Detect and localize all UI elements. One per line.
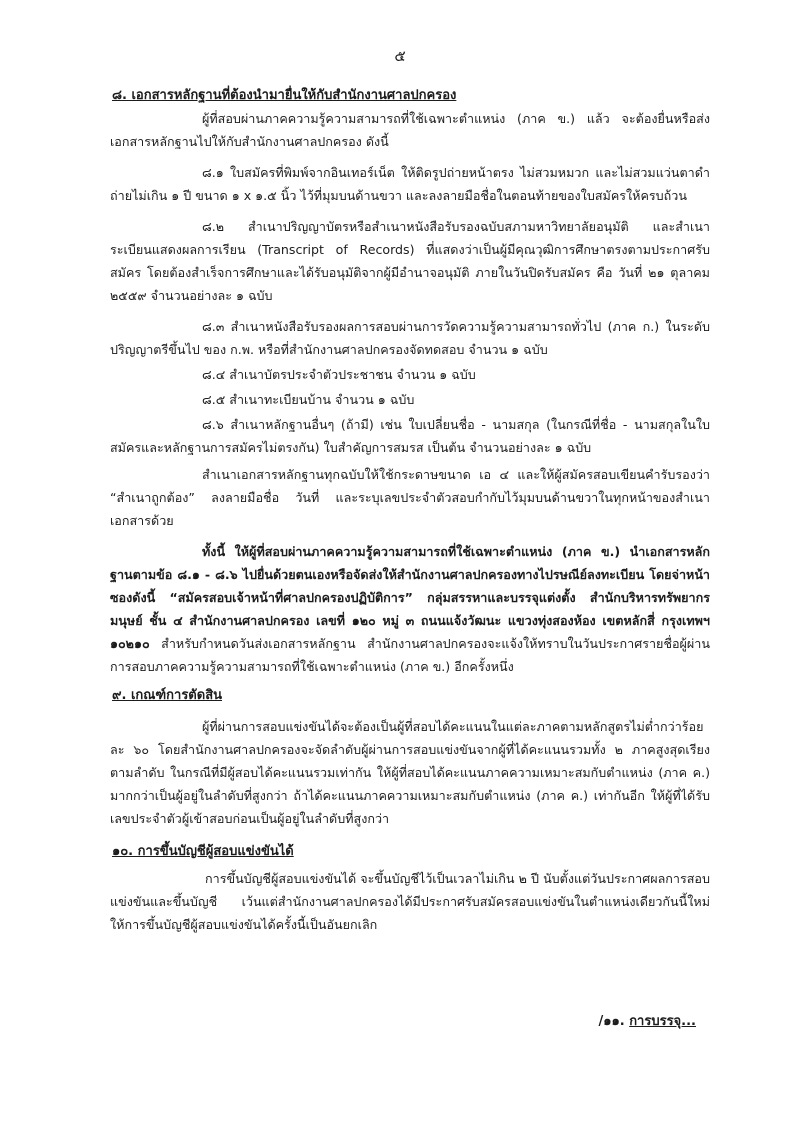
section-9-heading: ๙. เกณฑ์การตัดสิน	[112, 688, 223, 703]
item-8-1: ๘.๑ ใบสมัครที่พิมพ์จากอินเทอร์เน็ต ให้ติดรูปถ่ายหน้าตรง ไม่สวมหมวก และไม่สวมแว่นตาดำ ถ่ายไม่เกิน ๑ ปี ขนาด ๑ x ๑.๕ นิ้ว ไว้ที่มุมบนด้านขวา และลงลายมือชื่อในตอนท้ายของใบสมัครให้ครบถ้วน	[110, 165, 710, 203]
item-8-4: ๘.๔ สำเนาบัตรประจำตัวประชาชน จำนวน ๑ ฉบับ	[202, 367, 476, 382]
submission-address-bold: ทั้งนี้ ให้ผู้ที่สอบผ่านภาคความรู้ความสามารถที่ใช้เฉพาะตำแหน่ง (ภาค ข.) นำเอกสารหลักฐานตามข้อ ๘.๑ - ๘.๖ ไปยื่นด้วยตนเองหรือจัดส่งให้สำนักงานศาลปกครองทางไปรษณีย์ลงทะเบียน โดยจ่าหน้าซองดังนี้ “สมัครสอบเจ้าหน้าที่ศาลปกครองปฏิบัติการ” กลุ่มสรรหาและบรรจุแต่งตั้ง สำนักบริหารทรัพยากรมนุษย์ ชั้น ๔ สำนักงานศาลปกครอง เลขที่ ๑๒๐ หมู่ ๓ ถนนแจ้งวัฒนะ แขวงทุ่งสองห้อง เขตหลักสี่ กรุงเทพฯ ๑๐๒๑๐	[110, 544, 710, 651]
section-9	[110, 684, 710, 830]
section-8	[110, 84, 710, 678]
section-10-heading: ๑๐. การขึ้นบัญชีผู้สอบแข่งขันได้	[112, 844, 294, 859]
continuation-next-heading: การบรรจุ...	[629, 1014, 696, 1029]
item-8-5: ๘.๕ สำเนาทะเบียนบ้าน จำนวน ๑ ฉบับ	[202, 392, 415, 407]
item-8-3: ๘.๓ สำเนาหนังสือรับรองผลการสอบผ่านการวัดความรู้ความสามารถทั่วไป (ภาค ก.) ในระดับปริญญาตรีขึ้นไป ของ ก.พ. หรือที่สำนักงานศาลปกครองจัดทดสอบ จำนวน ๑ ฉบับ	[110, 319, 710, 357]
continuation-prefix: /๑๑.	[598, 1014, 630, 1029]
section-10	[110, 840, 710, 936]
next-page-continuation	[598, 1010, 696, 1031]
section-8-intro: ผู้ที่สอบผ่านภาคความรู้ความสามารถที่ใช้เฉพาะตำแหน่ง (ภาค ข.) แล้ว จะต้องยื่นหรือส่งเอกสารหลักฐานไปให้กับสำนักงานศาลปกครอง ดังนี้	[110, 111, 710, 149]
copy-certification-note: สำเนาเอกสารหลักฐานทุกฉบับให้ใช้กระดาษขนาด เอ ๔ และให้ผู้สมัครสอบเขียนคำรับรองว่า “สำเนาถูกต้อง” ลงลายมือชื่อ วันที่ และระบุเลขประจำตัวสอบกำกับไว้มุมบนด้านขวาในทุกหน้าของสำเนาเอกสารด้วย	[110, 467, 710, 528]
item-8-6: ๘.๖ สำเนาหลักฐานอื่นๆ (ถ้ามี) เช่น ใบเปลี่ยนชื่อ - นามสกุล (ในกรณีที่ชื่อ - นามสกุลในใบสมัครและหลักฐานการสมัครไม่ตรงกัน) ใบสำคัญการสมรส เป็นต้น จำนวนอย่างละ ๑ ฉบับ	[110, 417, 710, 455]
submission-instructions	[110, 540, 710, 678]
section-10-body: การขึ้นบัญชีผู้สอบแข่งขันได้ จะขึ้นบัญชีไว้เป็นเวลาไม่เกิน ๒ ปี นับตั้งแต่วันประกาศผลการสอบแข่งขันและขึ้นบัญชี เว้นแต่สำนักงานศาลปกครองได้มีประกาศรับสมัครสอบแข่งขันในตำแหน่งเดียวกันนี้ใหม่ ให้การขึ้นบัญชีผู้สอบแข่งขันได้ครั้งนี้เป็นอันยกเลิก	[110, 871, 710, 932]
section-9-body: ผู้ที่ผ่านการสอบแข่งขันได้จะต้องเป็นผู้ที่สอบได้คะแนนในแต่ละภาคตามหลักสูตรไม่ต่ำกว่าร้อยละ ๖๐ โดยสำนักงานศาลปกครองจะจัดลำดับผู้ผ่านการสอบแข่งขันจากผู้ที่ได้คะแนนรวมทั้ง ๒ ภาคสูงสุดเรียงตามลำดับ ในกรณีที่มีผู้สอบได้คะแนนรวมเท่ากัน ให้ผู้ที่สอบได้คะแนนภาคความเหมาะสมกับตำแหน่ง (ภาค ค.) มากกว่าเป็นผู้อยู่ในลำดับที่สูงกว่า ถ้าได้คะแนนภาคความเหมาะสมกับตำแหน่ง (ภาค ค.) เท่ากันอีก ให้ผู้ที่ได้รับเลขประจำตัวผู้เข้าสอบก่อนเป็นผู้อยู่ในลำดับที่สูงกว่า	[110, 719, 710, 826]
item-8-2: ๘.๒ สำเนาปริญญาบัตรหรือสำเนาหนังสือรับรองฉบับสภามหาวิทยาลัยอนุมัติ และสำเนาระเบียนแสดงผลการเรียน (Transcript of Records) ที่แสดงว่าเป็นผู้มีคุณวุฒิการศึกษาตรงตามประกาศรับสมัคร โดยต้องสำเร็จการศึกษาและได้รับอนุมัติจากผู้มีอำนาจอนุมัติ ภายในวันปิดรับสมัคร คือ วันที่ ๒๑ ตุลาคม ๒๕๕๙ จำนวนอย่างละ ๑ ฉบับ	[110, 219, 710, 303]
submission-schedule-note: สำหรับกำหนดวันส่งเอกสารหลักฐาน สำนักงานศาลปกครองจะแจ้งให้ทราบในวันประกาศรายชื่อผู้ผ่านการสอบภาคความรู้ความสามารถที่ใช้เฉพาะตำแหน่ง (ภาค ข.) อีกครั้งหนึ่ง	[110, 636, 710, 674]
section-8-heading: ๘. เอกสารหลักฐานที่ต้องนำมายื่นให้กับสำนักงานศาลปกครอง	[112, 88, 457, 103]
page-number: ๕	[394, 47, 406, 65]
